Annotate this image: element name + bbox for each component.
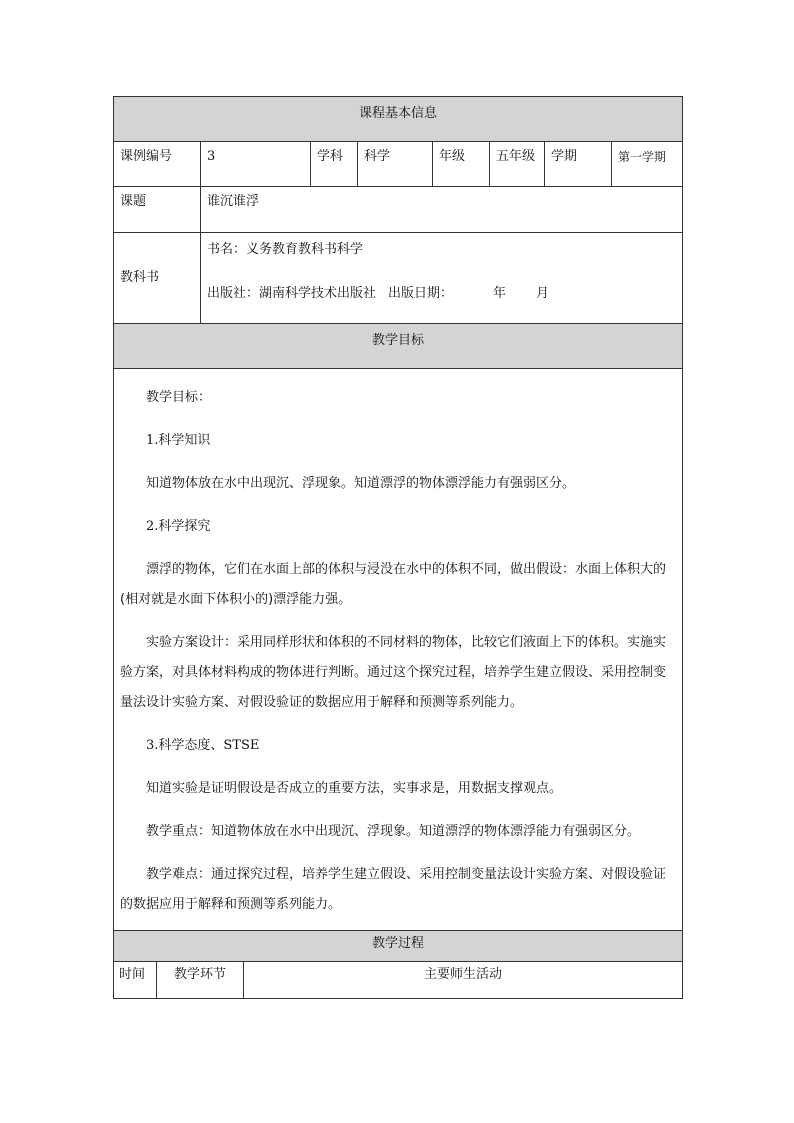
section-basic-info-title: 课程基本信息 — [359, 106, 438, 121]
textbook-row — [114, 233, 683, 324]
term-label: 学期 — [545, 142, 612, 187]
textbook-info — [201, 233, 683, 324]
section-basic-info-header — [114, 97, 683, 142]
course-id-value: 3 — [201, 142, 311, 187]
textbook-label: 教科书 — [114, 233, 201, 324]
topic-label: 课题 — [114, 187, 201, 233]
lesson-plan-document — [113, 96, 682, 999]
teaching-key-points: 教学重点：知道物体放在水中出现沉、浮现象。知道漂浮的物体漂浮能力有强弱区分。 — [146, 824, 641, 839]
pub-year: 年 — [493, 286, 507, 301]
goal-heading-inquiry: 2.科学探究 — [146, 519, 211, 534]
goal-inquiry-text: 漂浮的物体，它们在水面上部的体积与浸没在水中的体积不同，做出假设：水面上体积大的(相对就是水面下体积小的)漂浮能力强。 — [120, 562, 667, 607]
pub-month: 月 — [536, 286, 550, 301]
course-id-row — [114, 142, 683, 187]
goals-content — [114, 369, 683, 931]
subject-label: 学科 — [311, 142, 358, 187]
goals-intro: 教学目标： — [146, 390, 212, 405]
experiment-design-text: 实验方案设计：采用同样形状和体积的不同材料的物体，比较它们液面上下的体积。实施实验方案，对具体材料构成的物体进行判断。通过这个探究过程，培养学生建立假设、采用控制变量法设计实验方案、对假设验证的数据应用于解释和预测等系列能力。 — [120, 635, 667, 710]
section-goals-title: 教学目标 — [372, 333, 425, 348]
subject-value: 科学 — [358, 142, 433, 187]
goals-content-row — [114, 369, 683, 931]
topic-value: 谁沉谁浮 — [201, 187, 683, 233]
goal-heading-attitude: 3.科学态度、STSE — [146, 738, 260, 753]
process-stage-header: 教学环节 — [157, 962, 244, 999]
grade-label: 年级 — [433, 142, 490, 187]
term-value: 第一学期 — [612, 142, 683, 187]
book-name: 书名：义务教育教科书科学 — [207, 242, 364, 257]
grade-value: 五年级 — [490, 142, 545, 187]
course-id-label: 课例编号 — [114, 142, 201, 187]
process-time-header: 时间 — [114, 962, 157, 999]
section-process-title: 教学过程 — [372, 936, 425, 951]
lesson-plan-table — [113, 96, 683, 962]
topic-row — [114, 187, 683, 233]
goal-knowledge-text: 知道物体放在水中出现沉、浮现象。知道漂浮的物体漂浮能力有强弱区分。 — [146, 476, 576, 491]
process-header-row — [114, 962, 683, 999]
goal-attitude-text: 知道实验是证明假设是否成立的重要方法，实事求是，用数据支撑观点。 — [146, 781, 563, 796]
goal-heading-knowledge: 1.科学知识 — [146, 433, 211, 448]
publisher: 出版社：湖南科学技术出版社 — [207, 286, 377, 301]
pub-date-label: 出版日期： — [388, 286, 454, 301]
book-publisher-line — [207, 285, 682, 303]
teaching-difficulties: 教学难点：通过探究过程，培养学生建立假设、采用控制变量法设计实验方案、对假设验证的数据应用于解释和预测等系列能力。 — [120, 867, 667, 912]
section-process-header — [114, 931, 683, 962]
process-activity-header: 主要师生活动 — [244, 962, 683, 999]
process-table — [113, 962, 683, 999]
section-goals-header — [114, 324, 683, 369]
